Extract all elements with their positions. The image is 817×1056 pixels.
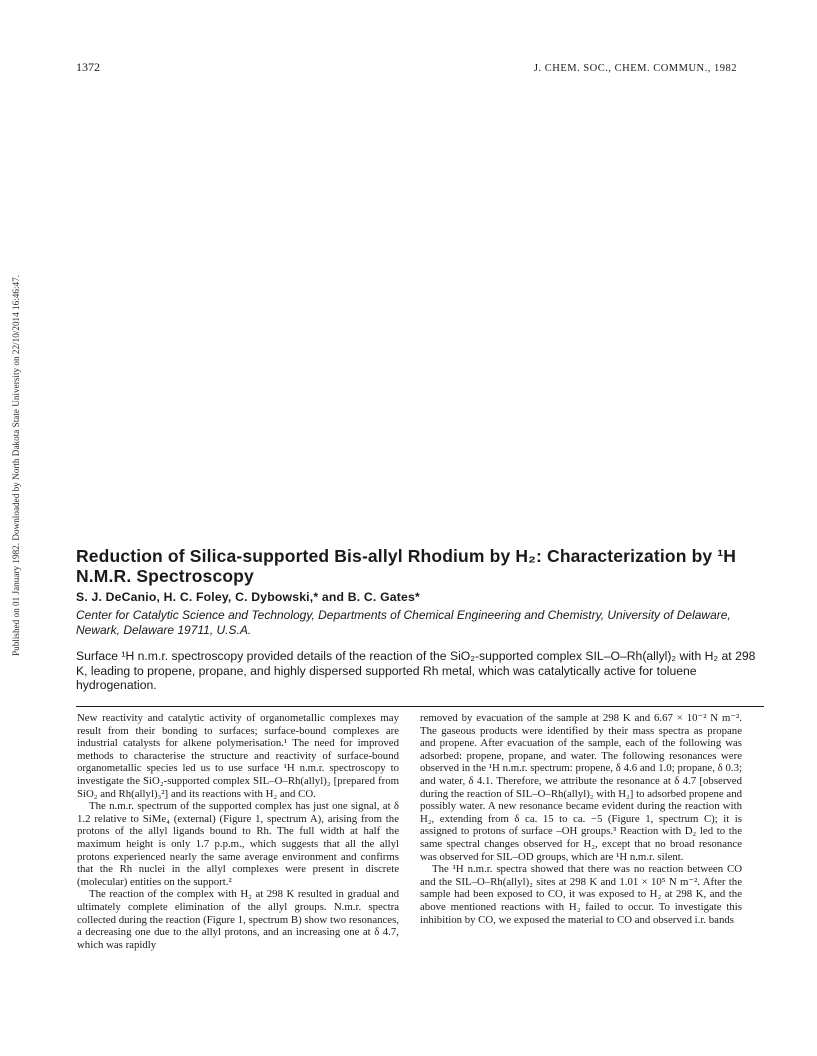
download-notice: Published on 01 January 1982. Downloaded by North Dakota State University on 22/10/2014 16:46:47.	[11, 275, 21, 656]
author-list: S. J. DeCanio, H. C. Foley, C. Dybowski,* and B. C. Gates*	[76, 590, 420, 604]
body-column-left	[77, 712, 399, 951]
paragraph: removed by evacuation of the sample at 298 K and 6.67 × 10⁻² N m⁻². The gaseous products were identified by their mass spectra as propane and propene. After evacuation of the sample, each of the following was adsorbed: propene, propane, and water. The following resonances were observed in the ¹H n.m.r. spectrum: propene, δ 4.6 and 1.0; propane, δ 0.3; and water, δ 4.1. Therefore, we attribute the resonance at δ 4.7 [observed during the reaction of SIL–O–Rh(allyl)₂ with H₂] to adsorbed propene and possibly water. A new resonance became evident during the reaction with H₂, extending from δ ca. 15 to ca. −5 (Figure 1, spectrum C); it is assigned to protons of surface –OH groups.³ Reaction with D₂ led to the same spectral changes observed for H₂, except that no broad resonance was observed for SIL–OD groups, which are ¹H n.m.r. silent.	[420, 712, 742, 863]
paragraph: The reaction of the complex with H₂ at 298 K resulted in gradual and ultimately complete elimination of the allyl groups. N.m.r. spectra collected during the reaction (Figure 1, spectrum B) show two resonances, a decreasing one due to the allyl protons, and an increasing one at δ 4.7, which was rapidly	[77, 888, 399, 951]
paragraph: The n.m.r. spectrum of the supported complex has just one signal, at δ 1.2 relative to SiMe₄ (external) (Figure 1, spectrum A), arising from the protons of the allyl ligands bound to Rh. The full width at half the maximum height is only 1.7 p.p.m., which suggests that all the allyl protons experienced nearly the same average environment and confirms that the Rh nuclei in the allyl complexes were present in discrete (molecular) entities on the support.²	[77, 800, 399, 888]
body-column-right	[420, 712, 742, 926]
abstract: Surface ¹H n.m.r. spectroscopy provided details of the reaction of the SiO₂-supported complex SIL–O–Rh(allyl)₂ with H₂ at 298 K, leading to propene, propane, and highly dispersed supported Rh metal, which was catalytically active for toluene hydrogenation.	[76, 649, 756, 692]
paragraph: New reactivity and catalytic activity of organometallic complexes may result from their bonding to surfaces; surface-bound complexes are industrial catalysts for alkene polymerisation.¹ The need for improved methods to characterise the structure and reactivity of surface-bound organometallic species led us to use surface ¹H n.m.r. spectroscopy to investigate the SiO₂-supported complex SIL–O–Rh(allyl)₂ [prepared from SiO₂ and Rh(allyl)₃²] and its reactions with H₂ and CO.	[77, 712, 399, 800]
paragraph: The ¹H n.m.r. spectra showed that there was no reaction between CO and the SIL–O–Rh(allyl)₂ sites at 298 K and 1.01 × 10⁵ N m⁻². After the sample had been exposed to CO, it was exposed to H₂ at 298 K, and the above mentioned reactions with H₂ failed to occur. To investigate this inhibition by CO, we exposed the material to CO and observed i.r. bands	[420, 863, 742, 926]
paper-title: Reduction of Silica-supported Bis-allyl Rhodium by H₂: Characterization by ¹H N.M.R. Spectroscopy	[76, 546, 737, 586]
divider-rule	[76, 706, 764, 707]
page-number: 1372	[76, 60, 100, 74]
affiliation: Center for Catalytic Science and Technology, Departments of Chemical Engineering and Chemistry, University of Delaware, Newark, Delaware 19711, U.S.A.	[76, 608, 731, 637]
journal-header: J. CHEM. SOC., CHEM. COMMUN., 1982	[533, 63, 737, 74]
